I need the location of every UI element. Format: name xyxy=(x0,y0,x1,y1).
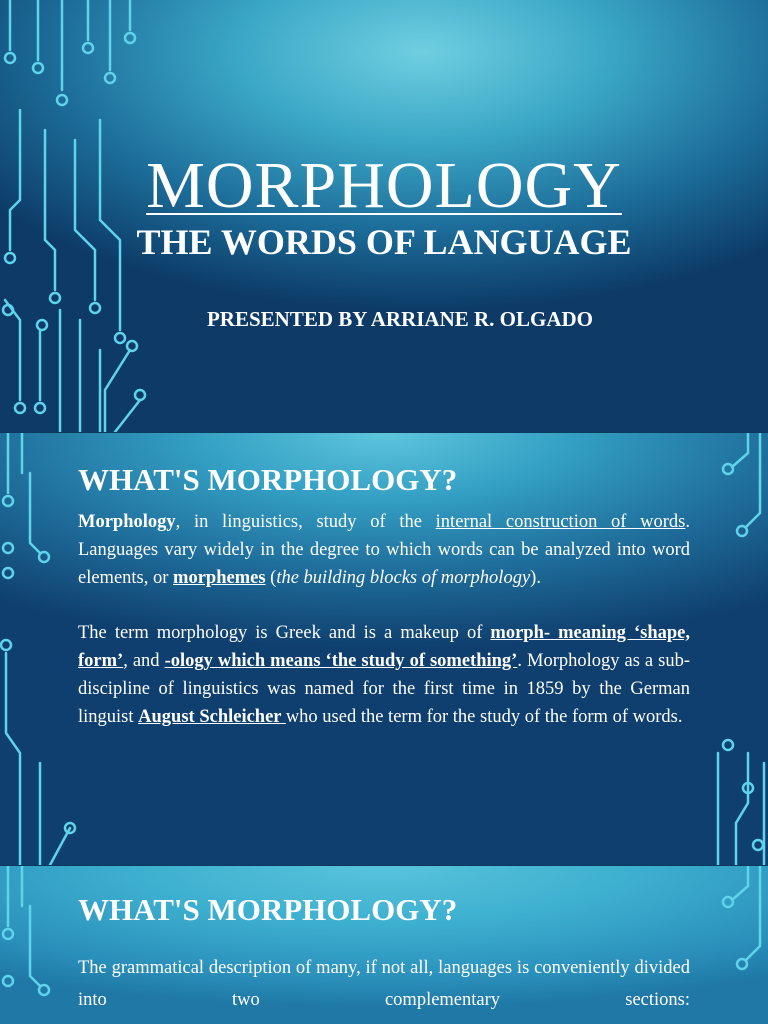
circuit-decoration-right xyxy=(688,866,768,1024)
content-slide-2 xyxy=(0,866,768,1024)
paragraph-1: The grammatical description of many, if not all, languages is conveniently divided into two complementary sections: xyxy=(78,958,690,1010)
term-morphology: Morphology xyxy=(78,512,176,532)
slide-body xyxy=(78,952,690,1016)
text-run: The term morphology is Greek and is a makeup of xyxy=(78,623,491,644)
text-run: , and xyxy=(123,650,165,671)
slide-body xyxy=(78,509,690,731)
title-slide xyxy=(0,0,768,432)
link-internal-construction[interactable]: internal construction of words xyxy=(435,512,686,532)
text-run: ). xyxy=(530,567,541,588)
text-run: . Morphology as a sub-discipline of linguistics was named for the first time in 1859 by the German linguist xyxy=(78,650,691,727)
paragraph-1 xyxy=(78,509,690,592)
section-heading: WHAT'S MORPHOLOGY? xyxy=(78,892,458,927)
paragraph-2 xyxy=(78,620,690,731)
text-run: who used the term for the study of the form of words. xyxy=(285,706,683,727)
slide-title: MORPHOLOGY xyxy=(146,149,622,222)
circuit-decoration-left xyxy=(0,433,80,865)
italic-definition: the building blocks of morphology xyxy=(276,567,531,588)
text-run: . Languages vary widely in the degree to which words can be analyzed into word elements, or xyxy=(78,512,690,588)
text-run: ( xyxy=(265,567,277,588)
link-august-schleicher[interactable]: August Schleicher xyxy=(138,706,286,727)
circuit-decoration-right xyxy=(688,433,768,865)
link-morphemes[interactable]: morphemes xyxy=(173,567,266,588)
text-run: , in linguistics, study of the xyxy=(175,512,436,532)
link-morph-meaning[interactable]: morph- meaning ‘shape, form’ xyxy=(78,623,690,671)
section-heading: WHAT'S MORPHOLOGY? xyxy=(78,462,458,497)
link-ology-meaning[interactable]: -ology which means ‘the study of something’ xyxy=(164,650,518,671)
presenter-line: PRESENTED BY ARRIANE R. OLGADO xyxy=(206,307,594,331)
content-slide-1 xyxy=(0,433,768,865)
slide-subtitle: THE WORDS OF LANGUAGE xyxy=(136,222,632,262)
circuit-decoration-left xyxy=(0,866,80,1024)
